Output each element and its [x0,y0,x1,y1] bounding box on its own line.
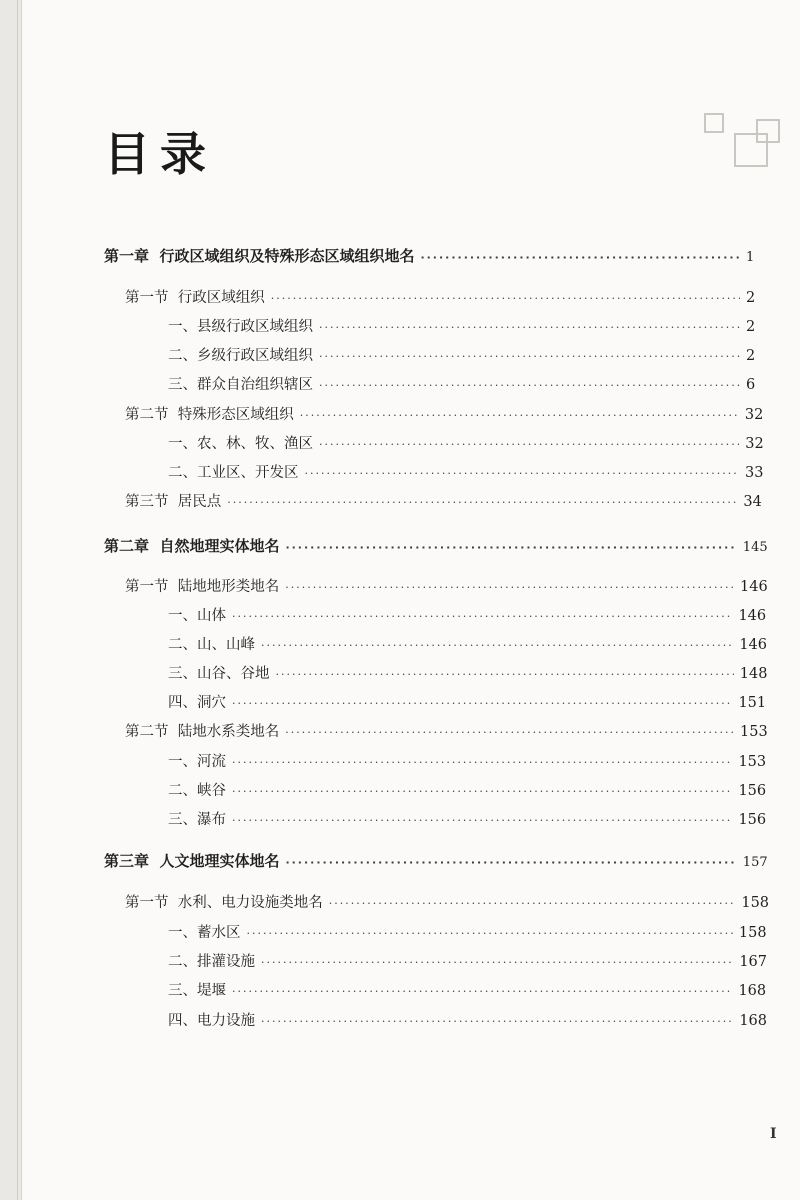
toc-entry-label: 第一节 陆地地形类地名 [125,579,280,595]
toc-entry-label: 第三章 人文地理实体地名 [104,852,280,870]
toc-entry-page: 33 [745,465,764,481]
toc-entry-page: 2 [746,348,756,364]
toc-entry-page: 32 [744,407,764,423]
toc-entry-label: 四、洞穴 [168,695,226,711]
dot-leader [319,374,740,398]
toc-entry-page: 34 [743,494,762,510]
dot-leader [285,721,734,745]
toc-entry[interactable] [168,1009,767,1033]
dot-leader [319,316,740,340]
toc-entry-page: 6 [746,377,756,393]
dot-leader [319,345,740,369]
dot-leader [261,1010,733,1034]
toc-entry[interactable] [168,344,754,368]
toc-entry-page: 146 [738,608,767,624]
dot-leader [247,922,733,946]
toc-entry-page: 158 [741,895,770,911]
toc-entry-page: 146 [739,637,767,653]
toc-entry[interactable] [168,662,768,686]
toc-entry[interactable] [168,633,767,657]
toc-entry[interactable] [104,849,768,873]
toc-entry-label: 三、堤堰 [168,983,226,999]
toc-entry-label: 四、电力设施 [168,1013,255,1029]
toc-entry-page: 2 [746,290,756,306]
toc-entry-page: 168 [739,1013,767,1029]
toc-entry-page: 32 [745,436,764,452]
toc-entry-label: 一、县级行政区域组织 [168,319,313,335]
toc-entry[interactable] [125,286,754,310]
dot-leader [319,433,739,457]
dot-leader [232,809,732,833]
dot-leader [305,462,740,486]
dot-leader [232,780,732,804]
dot-leader [285,536,736,560]
dot-leader [276,663,734,687]
toc-entry[interactable] [168,315,754,339]
toc-entry-label: 一、蓄水区 [168,925,241,941]
toc-page [22,0,800,1200]
toc-entry-page: 151 [738,695,767,711]
toc-entry-label: 二、排灌设施 [168,954,255,970]
dot-leader [232,751,732,775]
toc-entry[interactable] [168,808,767,832]
toc-entry-label: 第一章 行政区域组织及特殊形态区域组织地名 [104,247,415,265]
toc-entry[interactable] [168,461,764,485]
toc-entry[interactable] [168,950,767,974]
toc-entry-page: 148 [739,666,768,682]
toc-entry-page: 168 [738,983,767,999]
toc-entry[interactable] [168,604,767,628]
toc-entry-page: 1 [746,250,755,265]
toc-entry[interactable] [168,691,767,715]
toc-entry[interactable] [125,490,762,514]
toc-entry-label: 三、山谷、谷地 [168,666,270,682]
toc-entry[interactable] [168,779,767,803]
dot-leader [271,287,740,311]
dot-leader [285,851,736,875]
dot-leader [285,576,734,600]
toc-entry-label: 第二章 自然地理实体地名 [104,537,280,555]
toc-entry-page: 167 [739,954,767,970]
toc-entry[interactable] [104,244,754,268]
dot-leader [232,692,732,716]
toc-entry-page: 157 [742,855,768,870]
toc-entry[interactable] [168,432,764,456]
toc-list [22,0,800,1200]
toc-entry[interactable] [125,403,764,427]
toc-entry[interactable] [125,575,768,599]
dot-leader [300,404,739,428]
toc-entry-label: 第二节 陆地水系类地名 [125,724,280,740]
dot-leader [329,892,736,916]
page-folio: I [770,1126,777,1142]
toc-entry-label: 三、群众自治组织辖区 [168,377,313,393]
page-title: 目录 [104,127,216,181]
dot-leader [227,491,737,515]
dot-leader [232,605,732,629]
toc-entry-label: 一、山体 [168,608,226,624]
toc-entry-label: 一、河流 [168,754,226,770]
dot-leader [420,246,740,270]
toc-entry-page: 156 [738,812,767,828]
toc-entry[interactable] [168,921,767,945]
toc-entry-label: 第二节 特殊形态区域组织 [125,407,294,423]
toc-entry-page: 145 [742,540,768,555]
dot-leader [261,634,733,658]
toc-entry-label: 二、乡级行政区域组织 [168,348,313,364]
toc-entry-label: 第一节 行政区域组织 [125,290,265,306]
toc-entry-page: 153 [738,754,767,770]
toc-entry-label: 二、峡谷 [168,783,226,799]
toc-entry-page: 156 [738,783,767,799]
toc-entry-page: 158 [738,925,767,941]
toc-entry-label: 第三节 居民点 [125,494,222,510]
toc-entry-label: 二、山、山峰 [168,637,255,653]
dot-leader [232,980,732,1004]
toc-entry-label: 一、农、林、牧、渔区 [168,436,313,452]
toc-entry[interactable] [168,373,754,397]
toc-entry-label: 二、工业区、开发区 [168,465,299,481]
toc-entry[interactable] [104,534,768,558]
toc-entry-label: 第一节 水利、电力设施类地名 [125,895,323,911]
toc-entry[interactable] [168,979,767,1003]
toc-entry-label: 三、瀑布 [168,812,226,828]
toc-entry-page: 2 [746,319,756,335]
toc-entry-page: 146 [740,579,768,595]
toc-entry[interactable] [125,891,770,915]
page-edge-line [17,0,18,1200]
toc-entry-page: 153 [740,724,768,740]
toc-entry[interactable] [125,720,768,744]
toc-entry[interactable] [168,750,767,774]
dot-leader [261,951,733,975]
